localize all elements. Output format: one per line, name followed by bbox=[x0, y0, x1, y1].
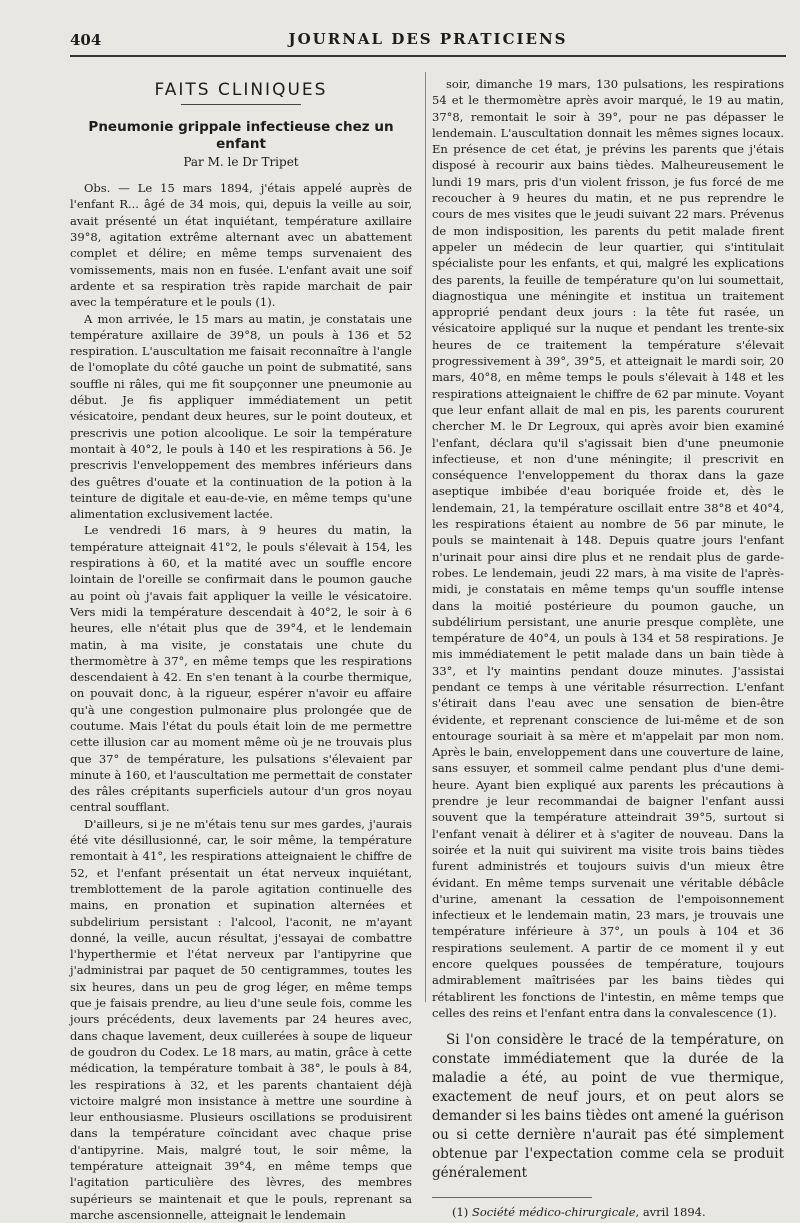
footnote bbox=[432, 1204, 784, 1220]
footnote-source: Société médico-chirurgicale bbox=[471, 1205, 636, 1220]
column-divider bbox=[425, 72, 426, 1002]
paragraph: A mon arrivée, le 15 mars au matin, je constatais une température axillaire de 39°8, un pouls à 136 et 52 respiration. L'auscultation me faisait reconnaître à l'angle de l'omoplate du côté gauche un point de submatité, sans souffle ni râles, qui me fit soupçonner une pneumonie au début. Je fis appliquer immédiatement un petit vésicatoire, pendant deux heures, sur le point douteux, et prescrivis une potion alcoolique. Le soir la température montait à 40°2, le pouls à 140 et les respirations à 56. Je prescrivis l'enveloppement des membres inférieurs dans des guêtres d'ouate et la continuation de la potion à la teinture de digitale et eau-de-vie, en même temps qu'une alimentation exclusivement lactée. bbox=[70, 311, 412, 522]
paragraph: soir, dimanche 19 mars, 130 pulsations, les respirations 54 et le thermomètre après avoir marqué, le 19 au matin, 37°8, remontait le soir à 39°, pour ne pas dépasser le lendemain. L'auscultation donnait les mêmes signes locaux. En présence de cet état, je prévins les parents que j'étais disposé à recourir aux bains tièdes. Malheureusement le lundi 19 mars, pris d'un violent frisson, je fus forcé de me recoucher à 9 heures du matin, et ne pus reprendre le cours de mes visites que le jeudi suivant 22 mars. Prévenus de mon indisposition, les parents du petit malade firent appeler un médecin de leur quartier, qui s'intitulait spécialiste pour les enfants, et qui, malgré les explications des parents, la feuille de température qu'on lui soumettait, diagnostiqua une méningite et institua un traitement approprié pendant deux jours : la tête fut rasée, un vésicatoire appliqué sur la nuque et pendant les trente-six heures de ce traitement la température s'élevait progressivement à 39°, 39°5, et atteignait le mardi soir, 20 mars, 40°8, en même temps le pouls s'élevait à 148 et les respirations atteignaient le chiffre de 62 par minute. Voyant que leur enfant allait de mal en pis, les parents coururent chercher M. le Dr Legroux, qui après avoir bien examiné l'enfant, déclara qu'il s'agissait bien d'une pneumonie infectieuse, et non d'une méningite; il prescrivit en conséquence l'enveloppement du thorax dans la gaze aseptique imbibée d'eau boriquée froide et, dès le lendemain, 21, la température oscillait entre 38°8 et 40°4, les respirations étaient au nombre de 56 par minute, le pouls se maintenait à 148. Depuis quatre jours l'enfant n'urinait pour ainsi dire plus et ne rendait plus de garde-robes. Le lendemain, jeudi 22 mars, à ma visite de l'après-midi, je constatais en même temps qu'un souffle intense dans la moitié postérieure du poumon gauche, un subdélirium persistant, une anurie presque complète, une température de 40°4, un pouls à 134 et 58 respirations. Je mis immédiatement le petit malade dans un bain tiède à 33°, et l'y maintins pendant douze minutes. J'assistai pendant ce temps à une véritable résurrection. L'enfant s'étirait dans l'eau avec une sensation de bien-être évidente, et reprenant conscience de lui-même et de son entourage souriait à sa mère et m'appelait par mon nom. Après le bain, enveloppement dans une couverture de laine, sans essuyer, et sommeil calme pendant plus d'une demi-heure. Ayant bien expliqué aux parents les précautions à prendre je leur recommandai de baigner l'enfant aussi souvent que la température atteindrait 39°5, surtout si l'enfant venait à délirer et à s'agiter de nouveau. Dans la soirée et la nuit qui suivirent ma visite trois bains tièdes furent administrés et toujours suivis d'un mieux être évidant. En même temps survenait une véritable débâcle d'urine, amenant la cessation de l'empoisonnement infectieux et le lendemain matin, 23 mars, je trouvais une température inférieure à 37°, un pouls à 104 et 36 respirations seulement. A partir de ce moment il y eut encore quelques poussées de température, toujours admirablement maîtrisées par les bains tièdes qui rétablirent les fonctions de l'intestin, en même temps que celles des reins et l'enfant entra dans la convalescence (1). bbox=[432, 77, 784, 1020]
paragraph: Si l'on considère le tracé de la température, on constate immédiatement que la durée de la maladie a été, au point de vue thermique, exactement de neuf jours, et on peut alors se demander si les bains tièdes ont amené la guérison ou si cette dernière n'aurait pas été simplement obtenue par l'expectation comme cela se produit généralement bbox=[432, 1032, 784, 1182]
paragraph: Le vendredi 16 mars, à 9 heures du matin, la température atteignait 41°2, le pouls s'élevait à 154, les respirations à 60, et la matité avec un souffle encore lointain de l'oreille se confirmait dans le poumon gauche au point où j'avais fait appliquer la veille le vésicatoire. Vers midi la température descendait à 40°2, le soir à 6 heures, elle n'était plus que de 39°4, et le lendemain matin, à ma visite, je constatais une chute du thermomètre à 37°, en même temps que les respirations descendaient à 42. En s'en tenant à la courbe thermique, on pouvait donc, à la rigueur, espérer n'avoir eu affaire qu'à une congestion pulmonaire plus prolongée que de coutume. Mais l'état du pouls était loin de me permettre cette illusion car au moment même où je ne trouvais plus que 37° de température, les pulsations s'élevaient par minute à 160, et l'auscultation me permettait de constater des râles crépitants superficiels autour d'un gros noyau central soufflant. bbox=[70, 523, 412, 815]
page-header bbox=[70, 26, 786, 54]
footnote-marker: (1) bbox=[452, 1205, 469, 1220]
footnote-rule bbox=[432, 1197, 592, 1198]
article-title: Pneumonie grippale infectieuse chez un enfant bbox=[88, 119, 394, 152]
header-rule bbox=[70, 55, 786, 57]
page-number: 404 bbox=[70, 31, 102, 49]
left-column bbox=[70, 76, 412, 1223]
article-byline: Par M. le Dr Tripet bbox=[183, 154, 299, 169]
section-rule bbox=[181, 104, 301, 105]
footnote-date: , avril 1894. bbox=[635, 1205, 706, 1220]
paragraph: D'ailleurs, si je ne m'étais tenu sur mes gardes, j'aurais été vite désillusionné, car, le soir même, la température remontait à 41°, les respirations atteignaient le chiffre de 52, et l'enfant présentait un état nerveux inquiétant, tremblottement de la parole agitation continuelle des mains, en pronation et supination alternées et subdelirium persistant : l'alcool, l'aconit, ne m'ayant donné, la veille, aucun résultat, j'essayai de combattre l'hyperthermie et l'état nerveux par l'antipyrine que j'administrai par paquet de 50 centigrammes, toutes les six heures, dans un peu de grog léger, en même temps que je faisais prendre, au lieu d'une seule fois, comme les jours précédents, deux lavements par 24 heures avec, dans chaque lavement, deux cuillerées à soupe de liqueur de goudron du Codex. Le 18 mars, au matin, grâce à cette médication, la température tombait à 38°, le pouls à 84, les respirations à 32, et les parents chantaient déjà victoire malgré mon insistance à mettre une sourdine à leur enthousiasme. Plusieurs oscillations se produisirent dans la température coïncidant avec chaque prise d'antipyrine. Mais, malgré tout, le soir même, la température atteignait 39°4, en même temps que l'agitation particulière des lèvres, des membres supérieurs se maintenait et que le pouls, reprenant sa marche ascensionnelle, atteignait le lendemain bbox=[70, 816, 412, 1222]
right-column bbox=[432, 76, 784, 1221]
section-title: FAITS CLINIQUES bbox=[154, 80, 328, 100]
paragraph: Obs. — Le 15 mars 1894, j'étais appelé auprès de l'enfant R... âgé de 34 mois, qui, depuis la veille au soir, avait présenté un état inquiétant, température axillaire 39°8, agitation extrême alternant avec un abattement complet et délire; en même temps survenaient des vomissements, mais non en fusée. L'enfant avait une soif ardente et sa respiration très rapide marchait de pair avec la température et le pouls (1). bbox=[70, 181, 412, 310]
journal-title: JOURNAL DES PRATICIENS bbox=[288, 30, 568, 48]
